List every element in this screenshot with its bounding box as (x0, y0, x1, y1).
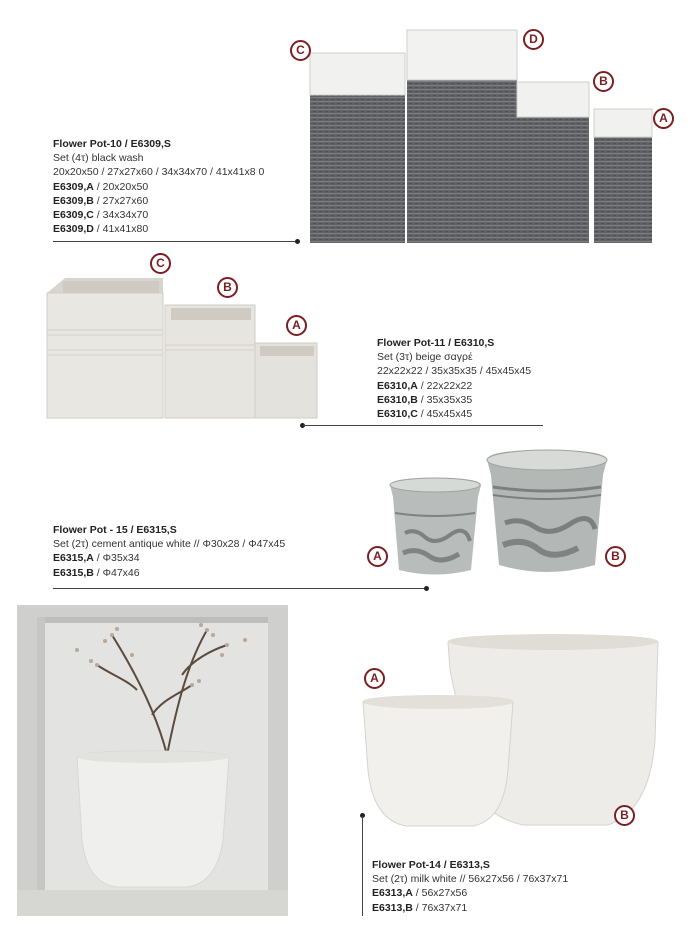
variant-code: E6310,B (377, 393, 418, 406)
variant-code: E6310,C (377, 408, 418, 421)
variant-badge-a: A (286, 315, 307, 336)
product-text-e6315 (53, 523, 333, 580)
variant-size: / 35x35x35 (417, 393, 473, 406)
product-variant (372, 901, 672, 915)
divider-line (53, 588, 426, 589)
product-title: Flower Pot-14 / E6313,S (372, 859, 490, 871)
variant-size: / Φ47x46 (93, 566, 140, 579)
antique-cement-pots-image (385, 445, 610, 585)
variant-badge-a: A (367, 546, 388, 567)
variant-code: E6309,A (53, 180, 94, 193)
variant-badge-c: C (150, 253, 171, 274)
product-variant (53, 208, 293, 222)
variant-code: E6315,B (53, 566, 94, 579)
divider-line (362, 816, 363, 916)
product-variant (377, 393, 577, 407)
variant-code: E6310,A (377, 379, 418, 392)
product-variant (53, 566, 333, 580)
product-title: Flower Pot - 15 / E6315,S (53, 524, 177, 536)
divider-line (53, 241, 298, 242)
beige-square-pots-image (45, 275, 325, 420)
divider-line (303, 425, 543, 426)
divider-dot (295, 239, 300, 244)
variant-size: / 20x20x50 (93, 180, 149, 193)
variant-code: E6313,A (372, 887, 413, 900)
milk-white-pots-image (358, 630, 663, 835)
variant-size: / 34x34x70 (93, 209, 149, 222)
variant-code: E6315,A (53, 552, 94, 565)
variant-code: E6313,B (372, 901, 413, 914)
variant-size: / 45x45x45 (417, 408, 473, 421)
variant-badge-a: A (653, 108, 674, 129)
product-text-e6310 (377, 336, 577, 421)
product-variant (53, 180, 293, 194)
product-title: Flower Pot-11 / E6310,S (377, 337, 495, 349)
variant-badge-b: B (593, 71, 614, 92)
variant-badge-b: B (217, 277, 238, 298)
product-description: Set (2τ) milk white // 56x27x56 / 76x37x71 (372, 873, 569, 886)
black-wash-pots-image (305, 25, 680, 250)
product-text-e6309 (53, 137, 293, 236)
product-description: Set (2τ) cement antique white // Φ30x28 / Φ47x45 (53, 538, 286, 551)
variant-size: / 22x22x22 (417, 379, 473, 392)
variant-code: E6309,D (53, 223, 94, 236)
product-variant (377, 407, 577, 421)
product-variant (377, 379, 577, 393)
product-text-e6313 (372, 858, 672, 915)
variant-badge-a: A (364, 668, 385, 689)
product-dimensions: 22x22x22 / 35x35x35 / 45x45x45 (377, 365, 532, 378)
divider-dot (424, 586, 429, 591)
lifestyle-photo (17, 605, 288, 916)
product-title: Flower Pot-10 / E6309,S (53, 138, 171, 150)
variant-size: / 56x27x56 (412, 887, 468, 900)
variant-size: / Φ35x34 (93, 552, 140, 565)
variant-badge-d: D (523, 29, 544, 50)
product-variant (53, 222, 293, 236)
variant-badge-b: B (614, 805, 635, 826)
variant-code: E6309,C (53, 209, 94, 222)
product-variant (372, 886, 672, 900)
variant-badge-c: C (290, 40, 311, 61)
product-dimensions: 20x20x50 / 27x27x60 / 34x34x70 / 41x41x8 0 (53, 166, 265, 179)
variant-size: / 41x41x80 (93, 223, 149, 236)
variant-badge-b: B (605, 546, 626, 567)
product-description: Set (4τ) black wash (53, 152, 144, 165)
product-variant (53, 551, 333, 565)
variant-size: / 27x27x60 (93, 194, 149, 207)
variant-size: / 76x37x71 (412, 901, 468, 914)
product-variant (53, 194, 293, 208)
product-description: Set (3τ) beige σαγρέ (377, 351, 473, 364)
variant-code: E6309,B (53, 194, 94, 207)
